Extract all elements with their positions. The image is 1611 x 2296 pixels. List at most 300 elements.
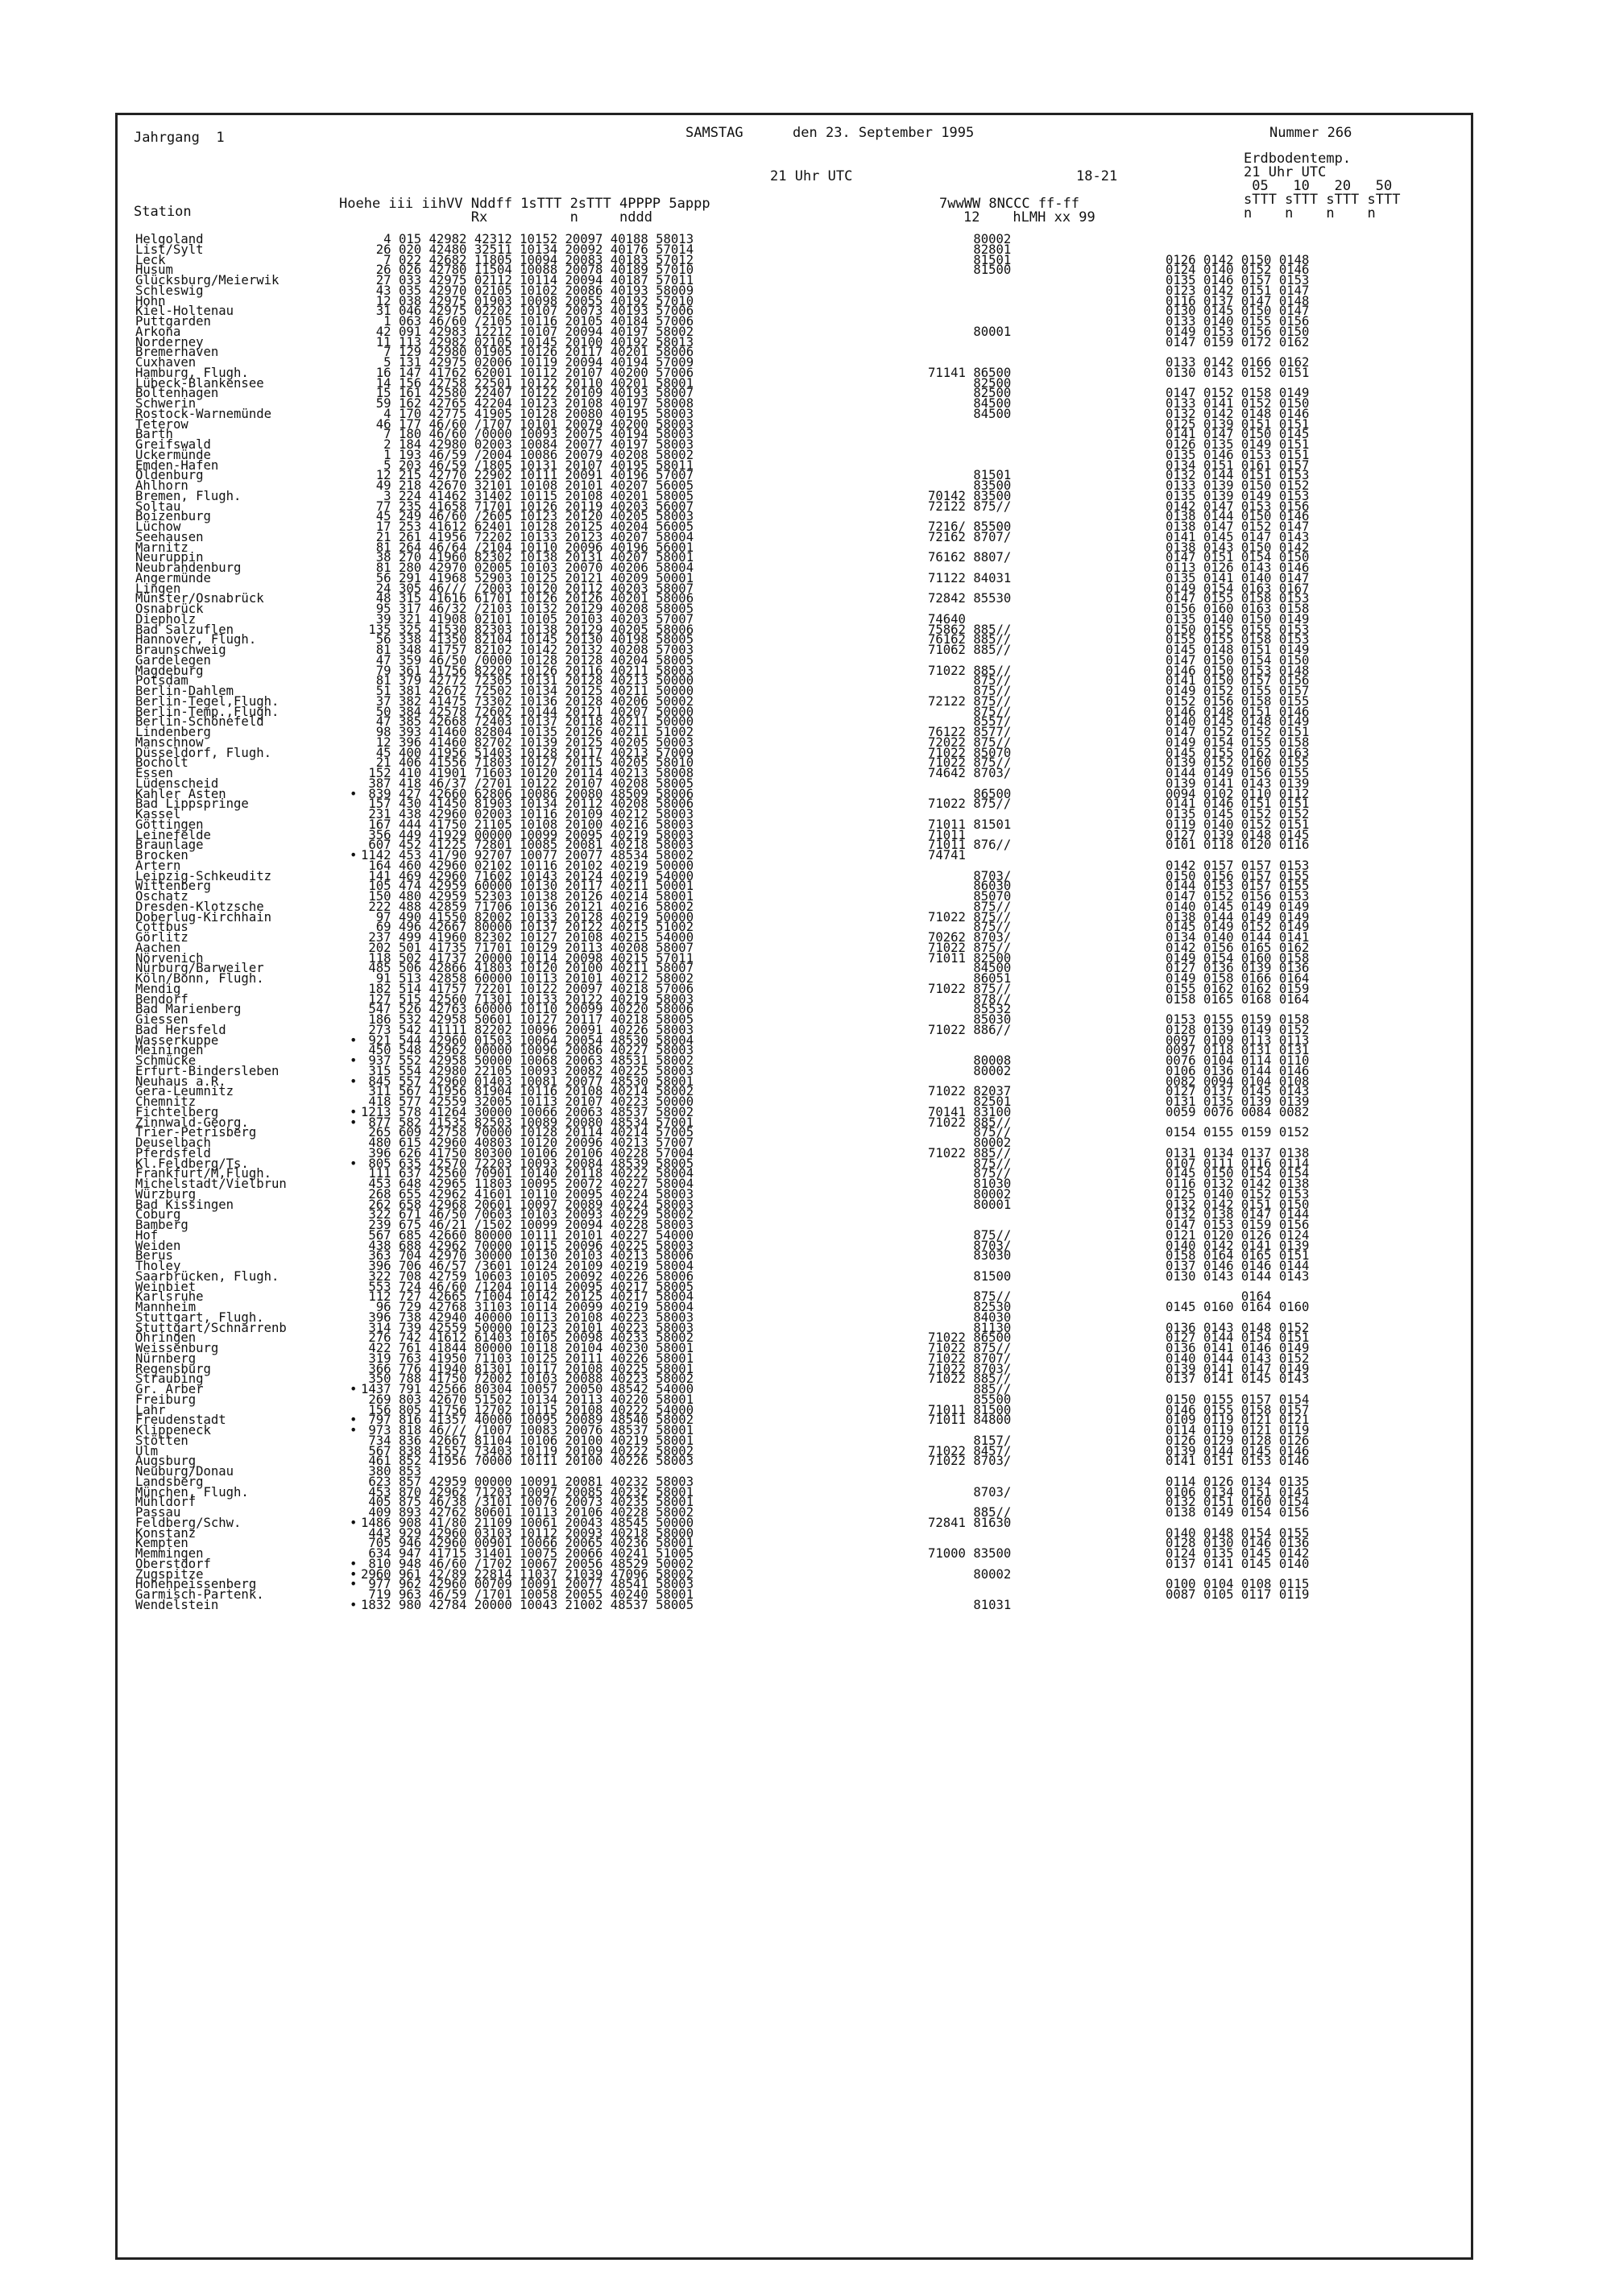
station-name: Schwerin — [135, 396, 197, 411]
station-marker — [350, 379, 361, 389]
station-marker — [350, 963, 361, 974]
table-row — [135, 334, 1456, 350]
group-data: 85532 — [928, 1002, 1012, 1017]
group-data: 76162 8807/ — [928, 550, 1012, 565]
station-name: Weiden — [135, 1238, 181, 1253]
soil-temperature: 0138 0144 0149 0149 — [1166, 909, 1310, 925]
station-marker — [350, 1261, 361, 1272]
table-row — [135, 1302, 1456, 1313]
station-marker — [350, 470, 361, 481]
station-marker — [350, 1364, 361, 1375]
station-marker — [350, 871, 361, 882]
observation-data: 5 131 42975 02006 10119 20094 40194 57009 — [361, 355, 694, 370]
soil-temperature: 0125 0139 0151 0151 — [1166, 416, 1310, 432]
station-marker — [350, 995, 361, 1005]
group-data: 71011 — [928, 827, 966, 842]
group-data: 82801 — [928, 242, 1012, 257]
group-data: 71011 81501 — [928, 817, 1012, 832]
station-marker — [350, 1169, 361, 1179]
group-data: 71022 875// — [928, 940, 1012, 955]
observation-data: 37 382 41475 73302 10136 20128 40206 50002 — [361, 693, 694, 709]
observation-data: 222 488 42859 71706 10136 20121 40216 58002 — [361, 899, 694, 914]
group-data: 86030 — [928, 879, 1012, 894]
station-marker — [350, 1467, 361, 1477]
station-marker — [350, 1343, 361, 1354]
station-marker — [350, 1189, 361, 1200]
soil-temperature: 0135 0145 0152 0152 — [1166, 807, 1310, 821]
soil-temperature: 0101 0118 0120 0116 — [1166, 838, 1310, 853]
group-data — [928, 440, 1166, 450]
station-marker — [350, 358, 361, 368]
station-name: Klippeneck — [135, 1423, 211, 1438]
station-marker — [350, 984, 361, 995]
observation-data: 366 776 41940 81301 10117 20108 40225 58001 — [361, 1361, 694, 1376]
observation-data: 387 418 46/37 /2701 10122 20107 40208 58005 — [361, 776, 694, 791]
soil-temperature: 0059 0076 0084 0082 — [1166, 1104, 1310, 1119]
group-data: 82500 — [928, 386, 1012, 401]
station-name: Rostock-Warnemünde — [135, 406, 271, 421]
station-marker — [350, 861, 361, 871]
observation-data: 12 215 42770 22902 10111 20091 40196 57007 — [361, 468, 694, 483]
group-data: 71022 85070 — [928, 745, 1012, 760]
group-data — [928, 1529, 1166, 1539]
group-data: 80002 — [928, 1063, 1012, 1078]
group-data: 72022 875// — [928, 734, 1012, 750]
soil-temperature: 0127 0136 0139 0136 — [1166, 961, 1310, 976]
observation-data: 2960 961 42/89 22814 11037 21039 47096 58002 — [361, 1566, 694, 1582]
station-marker — [350, 1395, 361, 1405]
group-data: 76122 8577/ — [928, 725, 1012, 739]
observation-data: 1 063 46/60 /2105 10116 20105 40184 57006 — [361, 314, 694, 329]
soil-temperature: 0128 0139 0149 0152 — [1166, 1022, 1310, 1037]
group-data: 72842 85530 — [928, 591, 1012, 606]
observation-data: 719 963 46/59 /1701 10058 20055 40240 58001 — [361, 1587, 694, 1602]
observation-data: 409 893 42762 80601 10113 20106 40228 58002 — [361, 1505, 694, 1520]
observation-data: 239 675 46/21 /1502 10099 20094 40228 58003 — [361, 1218, 694, 1232]
observation-data: 48 315 41616 61701 10126 20126 40201 58006 — [361, 591, 694, 606]
soil-temperature: 0145 0150 0154 0154 — [1166, 1166, 1310, 1181]
observation-data: 91 513 42858 60000 10113 20101 40212 58002 — [361, 971, 694, 986]
soil-temperature — [1166, 1600, 1456, 1611]
station-name: Gardelegen — [135, 652, 211, 668]
observation-data: 118 502 41737 20000 10114 20098 40215 57011 — [361, 950, 694, 966]
station-marker — [350, 511, 361, 522]
soil-temperature: 0138 0149 0154 0156 — [1166, 1505, 1310, 1520]
observation-data: 1142 453 41/90 92707 10077 20077 48534 58002 — [361, 848, 694, 863]
station-marker — [350, 296, 361, 307]
station-marker: • — [350, 1053, 358, 1068]
group-data: 875// — [928, 1156, 1012, 1171]
station-name: Arkona — [135, 324, 181, 339]
observation-data: 314 739 42559 50000 10123 20101 40223 58003 — [361, 1320, 694, 1335]
observation-data: 273 542 41111 82202 10096 20091 40226 58003 — [361, 1022, 694, 1037]
group-data: 875// — [928, 704, 1012, 719]
station-marker — [350, 450, 361, 461]
observation-data: 46 177 46/60 /1707 10101 20079 40200 58003 — [361, 416, 694, 432]
soil-temperature: 0150 0156 0157 0155 — [1166, 868, 1310, 883]
station-name: Lahr — [135, 1402, 166, 1417]
group-data: 85070 — [928, 889, 1012, 904]
soil-temperature: 0145 0160 0164 0160 — [1166, 1300, 1310, 1314]
station-name: Regensburg — [135, 1361, 211, 1376]
soil-temperature: 0106 0136 0144 0146 — [1166, 1063, 1310, 1078]
observation-data: 7 180 46/60 /0000 10093 20075 40194 58003 — [361, 427, 694, 442]
observation-data: 26 020 42480 32511 10134 20092 40176 57014 — [361, 242, 694, 257]
observation-data: 77 235 41658 71701 10126 20119 40203 56007 — [361, 499, 694, 514]
station-marker: • — [350, 786, 358, 801]
soil-depths: 05 10 20 50 — [1244, 178, 1393, 194]
station-name: Schmücke — [135, 1053, 197, 1068]
soil-temperature: 0135 0146 0153 0151 — [1166, 447, 1310, 462]
date-heading: SAMSTAG den 23. September 1995 — [685, 125, 975, 141]
observation-data: 164 460 42960 02102 10116 20102 40219 50000 — [361, 858, 694, 873]
station-name: Karlsruhe — [135, 1289, 204, 1305]
observation-data: 79 361 41756 82202 10126 20116 40211 58003 — [361, 663, 694, 678]
station-marker — [350, 686, 361, 697]
station-name: Freiburg — [135, 1392, 197, 1407]
station-marker — [350, 614, 361, 625]
observation-data: 810 948 46/60 /1702 10067 20056 48529 50002 — [361, 1556, 694, 1571]
soil-temperature: 0138 0147 0152 0147 — [1166, 519, 1310, 534]
group-data: 8557/ — [928, 714, 1012, 730]
soil-temperature: 0154 0155 0159 0152 — [1166, 1125, 1310, 1140]
observation-data: 51 381 42672 72502 10134 20125 40211 50000 — [361, 684, 694, 698]
station-name: Berlin-Tegel,Flugh. — [135, 693, 280, 709]
soil-temperature: 0156 0160 0163 0158 — [1166, 602, 1310, 616]
observation-data: 315 554 42980 22105 10093 20082 40225 58003 — [361, 1063, 694, 1078]
station-marker — [350, 645, 361, 656]
station-marker — [350, 399, 361, 409]
observation-data: 42 091 42983 12212 10107 20094 40197 58002 — [361, 324, 694, 339]
station-name: Lübeck-Blankensee — [135, 375, 264, 391]
group-data — [928, 1036, 1166, 1046]
group-data — [928, 286, 1166, 296]
soil-temperature: 0135 0139 0149 0153 — [1166, 488, 1310, 503]
table-row — [135, 1556, 1456, 1571]
soil-temperature: 0135 0140 0150 0149 — [1166, 611, 1310, 627]
station-name: Berus — [135, 1248, 173, 1264]
station-name: Emden-Hafen — [135, 457, 219, 473]
group-data: 875// — [928, 673, 1012, 689]
observation-data: 734 836 42667 81104 10106 20100 40219 58001 — [361, 1433, 694, 1448]
station-name: Bendorf — [135, 991, 188, 1007]
station-name: Frankfurt/M,Flugh. — [135, 1166, 271, 1181]
station-name: Mendig — [135, 981, 181, 996]
observation-data: 45 249 46/60 /2605 10123 20120 40205 58003 — [361, 509, 694, 524]
soil-temperature: 0131 0135 0139 0139 — [1166, 1094, 1310, 1109]
group-data: 71022 8457/ — [928, 1443, 1012, 1458]
station-marker — [350, 635, 361, 645]
observation-data: 186 532 42958 50601 10127 20117 40218 58005 — [361, 1012, 694, 1027]
group-data: 7216/ 85500 — [928, 519, 1012, 534]
station-name: Köln/Bonn, Flugh. — [135, 971, 264, 986]
group-data: 85500 — [928, 1392, 1012, 1407]
table-row — [135, 365, 1456, 380]
station-name: Stuttgart/Schnarrenb — [135, 1320, 287, 1335]
observation-data: 56 291 41968 52903 10125 20121 40209 50001 — [361, 570, 694, 585]
station-name: Hohn — [135, 293, 166, 308]
observation-data: 27 033 42975 02112 10114 20094 40187 57011 — [361, 273, 694, 288]
station-name: Manschnow — [135, 734, 204, 750]
observation-data: 607 452 41225 72801 10085 20081 40218 58003 — [361, 838, 694, 853]
station-name: Ückermünde — [135, 447, 211, 462]
group-data: 81501 — [928, 252, 1012, 267]
station-name: Marnitz — [135, 540, 188, 555]
soil-temperature: 0142 0147 0153 0156 — [1166, 499, 1310, 514]
group-data: 885// — [928, 1382, 1012, 1396]
group-data: 71022 885// — [928, 1371, 1012, 1387]
station-name: Konstanz — [135, 1525, 197, 1541]
soil-temperature: 0150 0155 0155 0153 — [1166, 622, 1310, 637]
page-frame — [115, 113, 1473, 2260]
station-name: Hof — [135, 1227, 159, 1243]
group-data: 70142 83500 — [928, 488, 1012, 503]
station-name: Lüdenscheid — [135, 776, 219, 791]
station-marker: • — [350, 848, 358, 863]
soil-temperature: 0146 0150 0153 0148 — [1166, 663, 1310, 678]
observation-data: 805 635 42570 72203 10093 20084 48539 58005 — [361, 1156, 694, 1171]
station-name: Nürburg/Barweiler — [135, 961, 264, 976]
soil-temperature: 0114 0119 0121 0119 — [1166, 1423, 1310, 1438]
group-data: 71022 886// — [928, 1022, 1012, 1037]
station-marker — [350, 727, 361, 738]
station-name: Oldenburg — [135, 468, 204, 483]
soil-temperature: 0134 0151 0161 0157 — [1166, 457, 1310, 473]
observation-data: 311 567 41956 81904 10116 20108 40214 58002 — [361, 1084, 694, 1099]
observation-data: 47 385 42668 72403 10137 20118 40211 50000 — [361, 714, 694, 730]
table-row — [135, 1587, 1456, 1602]
soil-temperature: 0121 0120 0126 0124 — [1166, 1227, 1310, 1243]
station-marker — [350, 666, 361, 676]
station-marker — [350, 1333, 361, 1343]
observation-data: 237 499 41960 82302 10127 20108 40215 54000 — [361, 930, 694, 945]
group-data: 80008 — [928, 1053, 1012, 1068]
station-name: Helgoland — [135, 232, 204, 246]
station-name: Kiel-Holtenau — [135, 304, 234, 319]
observation-data: 396 626 41750 80300 10106 20106 40228 57004 — [361, 1145, 694, 1160]
station-marker — [350, 481, 361, 491]
station-name: Potsdam — [135, 673, 188, 689]
station-name: Nürnberg — [135, 1351, 197, 1366]
soil-temperature: 0124 0135 0145 0142 — [1166, 1546, 1310, 1561]
station-name: Artern — [135, 858, 181, 873]
soil-temperature: 0155 0155 0158 0153 — [1166, 632, 1310, 647]
station-name: Tholey — [135, 1259, 181, 1273]
station-name: Aachen — [135, 940, 181, 955]
observation-data: 96 729 42768 31103 10114 20099 40219 58004 — [361, 1300, 694, 1314]
station-name: Bad Lippspringe — [135, 796, 249, 812]
group-data: 83030 — [928, 1248, 1012, 1264]
station-name: Lüchow — [135, 519, 181, 534]
group-data: 70141 83100 — [928, 1104, 1012, 1119]
station-marker — [350, 563, 361, 573]
station-name: Hannover, Flugh. — [135, 632, 257, 647]
soil-temperature: 0109 0119 0121 0121 — [1166, 1413, 1310, 1428]
soil-temperature: 0164 — [1166, 1289, 1272, 1305]
soil-temperature: 0133 0139 0150 0152 — [1166, 478, 1310, 493]
station-name: Ahlhorn — [135, 478, 188, 493]
observation-data: 443 929 42960 03103 10112 20093 40218 58000 — [361, 1525, 694, 1541]
station-marker — [350, 933, 361, 943]
station-name: Dresden-Klotzsche — [135, 899, 264, 914]
station-marker: • — [350, 1104, 358, 1119]
group-data: 875// — [928, 1166, 1012, 1181]
observation-data: 50 384 42578 72602 10144 20121 40207 50000 — [361, 704, 694, 719]
soil-temperature: 0139 0141 0147 0149 — [1166, 1361, 1310, 1376]
group-data: 71011 84800 — [928, 1413, 1012, 1428]
station-name: Lingen — [135, 581, 181, 596]
group-data — [928, 275, 1166, 286]
station-name: Göttingen — [135, 817, 204, 832]
soil-n: n n n n — [1244, 205, 1376, 221]
group-data: 80002 — [928, 1566, 1012, 1582]
station-name: Mannheim — [135, 1300, 197, 1314]
observation-data: 705 946 42960 00901 10066 20065 40236 58001 — [361, 1536, 694, 1551]
observation-data: 49 218 42670 32101 10108 20101 40207 56005 — [361, 478, 694, 493]
observation-data: 231 438 42960 02003 10116 20109 40212 58003 — [361, 807, 694, 821]
observation-data: 98 393 41460 82804 10135 20126 40211 51002 — [361, 725, 694, 739]
station-marker — [350, 922, 361, 933]
station-marker — [350, 306, 361, 316]
observation-data: 877 582 41535 82503 10089 20080 48534 57001 — [361, 1115, 694, 1130]
group-data: 8157/ — [928, 1433, 1012, 1448]
group-data: 71022 86500 — [928, 1330, 1012, 1346]
station-name: Stötten — [135, 1433, 188, 1448]
observation-data: 56 338 41350 82104 10145 20130 40198 58005 — [361, 632, 694, 647]
observation-data: 450 548 42962 00000 10096 20086 40227 58003 — [361, 1043, 694, 1058]
station-name: Zinnwald-Georg. — [135, 1115, 249, 1130]
group-data: 81501 — [928, 468, 1012, 483]
soil-temperature: 0133 0142 0166 0162 — [1166, 355, 1310, 370]
station-marker — [350, 1292, 361, 1302]
observation-data: 38 270 41960 82302 10138 20131 40207 58001 — [361, 550, 694, 565]
station-marker — [350, 1241, 361, 1251]
soil-temperature: 0147 0152 0158 0149 — [1166, 386, 1310, 401]
station-name: Neuburg/Donau — [135, 1464, 234, 1479]
station-name: Neuruppin — [135, 550, 204, 565]
station-marker — [350, 717, 361, 727]
observation-data: 4 170 42775 41905 10128 20080 40195 58003 — [361, 406, 694, 421]
group-data: 81500 — [928, 1268, 1012, 1284]
station-marker — [350, 543, 361, 553]
station-name: Erfurt-Bindersleben — [135, 1063, 280, 1078]
station-name: Norderney — [135, 334, 204, 350]
group-data: 875// — [928, 899, 1012, 914]
group-data: 82530 — [928, 1300, 1012, 1314]
station-name: Husum — [135, 263, 173, 278]
group-data: 71022 875// — [928, 1341, 1012, 1355]
soil-temperature: 0132 0144 0151 0153 — [1166, 468, 1310, 483]
observation-data: 1486 908 41/80 21109 10061 20043 48545 50000 — [361, 1515, 694, 1530]
observation-data: 276 742 41612 61403 10105 20098 40233 58002 — [361, 1330, 694, 1346]
station-name: Braunlage — [135, 838, 204, 853]
station-marker — [350, 1200, 361, 1210]
station-name: Neuhaus a.R. — [135, 1074, 226, 1089]
observation-data: 111 637 42560 70901 10140 20118 40222 58004 — [361, 1166, 694, 1181]
group-data: 875// — [928, 1289, 1012, 1305]
observation-data: 567 838 41557 73403 10119 20109 40222 58002 — [361, 1443, 694, 1458]
observation-data: 81 379 42772 72305 10131 20128 40213 50000 — [361, 673, 694, 689]
station-name: Boizenburg — [135, 509, 211, 524]
soil-temperature: 0147 0153 0159 0156 — [1166, 1218, 1310, 1232]
observation-data: 21 261 41956 72202 10133 20123 40207 58004 — [361, 529, 694, 544]
observation-data: 396 738 42940 40000 10113 20108 40223 58003 — [361, 1309, 694, 1325]
group-data: 71022 875// — [928, 796, 1012, 812]
group-data: 71022 8707/ — [928, 1351, 1012, 1366]
group-data: 74741 — [928, 848, 966, 863]
observation-data: 31 046 42975 02202 10107 20073 40193 57006 — [361, 304, 694, 319]
soil-temperature: 0126 0135 0149 0151 — [1166, 437, 1310, 452]
station-name: Oschatz — [135, 889, 188, 904]
station-name: Würzburg — [135, 1186, 197, 1202]
table-row — [135, 1371, 1456, 1387]
station-marker — [350, 1487, 361, 1498]
observation-data: 396 706 46/57 /3601 10124 20109 40219 58004 — [361, 1259, 694, 1273]
observation-data: 7 022 42682 11805 10094 20083 40183 57012 — [361, 252, 694, 267]
soil-temperature: 0116 0132 0142 0138 — [1166, 1177, 1310, 1191]
soil-temperature: 0131 0134 0137 0138 — [1166, 1145, 1310, 1160]
group-data: 80001 — [928, 1197, 1012, 1212]
soil-temperature: 0133 0140 0155 0156 — [1166, 314, 1310, 329]
station-marker — [350, 1456, 361, 1467]
table-row — [135, 1127, 1456, 1138]
soil-temperature: 0149 0154 0163 0167 — [1166, 581, 1310, 596]
station-name: Magdeburg — [135, 663, 204, 678]
station-marker — [350, 1302, 361, 1313]
observation-data: 152 410 41901 71603 10120 20114 40213 58008 — [361, 766, 694, 780]
observation-data: 921 544 42960 01503 10064 20054 48530 58004 — [361, 1032, 694, 1048]
observation-data: 45 400 41956 51403 10128 20117 40213 57009 — [361, 745, 694, 760]
soil-temperature: 0076 0104 0114 0110 — [1166, 1053, 1310, 1068]
station-name: Straubing — [135, 1371, 204, 1387]
table-row — [135, 838, 1456, 853]
observation-data: 202 501 41735 71701 10129 20113 40208 58007 — [361, 940, 694, 955]
station-name: Glücksburg/Meierwik — [135, 273, 280, 288]
station-name: Saarbrücken, Flugh. — [135, 1268, 280, 1284]
station-marker — [350, 234, 361, 245]
station-name: Augsburg — [135, 1454, 197, 1469]
observation-data: 2 184 42980 02003 10084 20077 40197 58003 — [361, 437, 694, 452]
soil-temperature: 0147 0152 0152 0151 — [1166, 725, 1310, 739]
observation-data: 418 577 42559 32005 10113 20107 40223 50000 — [361, 1094, 694, 1109]
observation-data: 269 803 42670 51502 10134 20113 40220 58001 — [361, 1392, 694, 1407]
station-name: Berlin-Temp.,Flugh. — [135, 704, 280, 719]
soil-temperature: 0139 0144 0145 0146 — [1166, 1443, 1310, 1458]
group-data: 72122 875// — [928, 499, 1012, 514]
soil-temperature: 0113 0126 0143 0146 — [1166, 561, 1310, 575]
station-name: Diepholz — [135, 611, 197, 627]
station-marker — [350, 1538, 361, 1549]
station-name: Zugspitze — [135, 1566, 204, 1582]
observation-data: 623 857 42959 00000 10091 20081 40232 58003 — [361, 1474, 694, 1489]
soil-temperature: 0116 0137 0147 0148 — [1166, 293, 1310, 308]
group-data — [928, 1210, 1166, 1220]
station-marker — [350, 347, 361, 358]
station-marker — [350, 532, 361, 543]
soil-title: Erdbodentemp. — [1244, 151, 1352, 167]
station-marker — [350, 902, 361, 912]
group-data: 71022 885// — [928, 1115, 1012, 1130]
group-data: 71022 885// — [928, 1145, 1012, 1160]
station-marker — [350, 748, 361, 759]
station-marker — [350, 1497, 361, 1508]
soil-temperature: 0141 0151 0153 0146 — [1166, 1454, 1310, 1469]
group-data: 76162 885// — [928, 632, 1012, 647]
observation-data: 3 224 41462 31402 10115 20108 40201 58005 — [361, 488, 694, 503]
soil-temperature: 0149 0153 0156 0150 — [1166, 324, 1310, 339]
station-name: Münster/Osnabrück — [135, 591, 264, 606]
group-data: 885// — [928, 1505, 1012, 1520]
